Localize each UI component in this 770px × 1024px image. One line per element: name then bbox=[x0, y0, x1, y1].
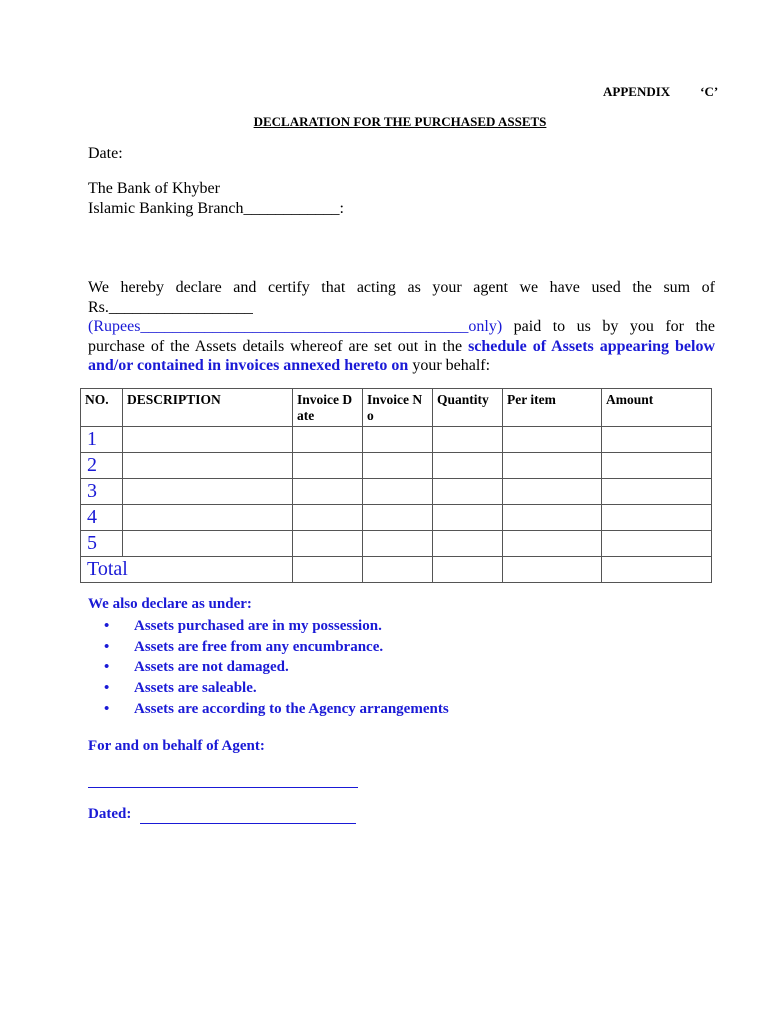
invoice-date-cell[interactable] bbox=[293, 479, 363, 505]
total-label: Total bbox=[81, 557, 293, 583]
description-cell[interactable] bbox=[123, 505, 293, 531]
list-item bbox=[104, 678, 449, 699]
description-cell[interactable] bbox=[123, 453, 293, 479]
amount-cell[interactable] bbox=[602, 531, 712, 557]
table-row bbox=[81, 453, 712, 479]
header-description: DESCRIPTION bbox=[123, 389, 293, 427]
date-label: Date: bbox=[88, 145, 123, 162]
bullet-icon: • bbox=[104, 700, 110, 717]
document-title: DECLARATION FOR THE PURCHASED ASSETS bbox=[253, 114, 547, 129]
address-line-1: The Bank of Khyber bbox=[88, 180, 220, 197]
per-item-cell[interactable] bbox=[503, 479, 602, 505]
invoice-no-cell[interactable] bbox=[363, 479, 433, 505]
per-item-cell[interactable] bbox=[503, 453, 602, 479]
declaration-item-text: Assets are saleable. bbox=[134, 680, 257, 697]
declarations-list bbox=[104, 616, 449, 719]
table-header-row bbox=[81, 389, 712, 427]
amount-cell[interactable] bbox=[602, 427, 712, 453]
declarations-heading: We also declare as under: bbox=[88, 596, 252, 612]
invoice-date-cell[interactable] bbox=[293, 427, 363, 453]
agent-signature-line[interactable] bbox=[88, 787, 358, 788]
invoice-date-cell[interactable] bbox=[293, 531, 363, 557]
agent-label: For and on behalf of Agent: bbox=[88, 738, 265, 754]
row-number: 2 bbox=[81, 453, 123, 479]
list-item bbox=[104, 699, 449, 720]
table-row bbox=[81, 427, 712, 453]
table-row bbox=[81, 531, 712, 557]
dated-signature-line[interactable] bbox=[140, 823, 356, 824]
declaration-item-text: Assets are free from any encumbrance. bbox=[134, 638, 384, 655]
appendix-code: ‘C’ bbox=[700, 84, 719, 99]
declaration-body bbox=[88, 278, 715, 376]
header-invoice-date: Invoice Date bbox=[293, 389, 363, 427]
dated-label: Dated: bbox=[88, 806, 132, 822]
total-invoice-no-cell[interactable] bbox=[363, 557, 433, 583]
quantity-cell[interactable] bbox=[433, 531, 503, 557]
list-item bbox=[104, 657, 449, 678]
header-per-item: Per item bbox=[503, 389, 602, 427]
declaration-item-text: Assets purchased are in my possession. bbox=[134, 618, 382, 634]
description-cell[interactable] bbox=[123, 531, 293, 557]
amount-cell[interactable] bbox=[602, 453, 712, 479]
total-per-item-cell[interactable] bbox=[503, 557, 602, 583]
asset-schedule-table bbox=[80, 388, 712, 583]
table-row bbox=[81, 505, 712, 531]
row-number: 3 bbox=[81, 479, 123, 505]
list-item bbox=[104, 637, 449, 658]
invoice-date-cell[interactable] bbox=[293, 505, 363, 531]
list-item bbox=[104, 616, 449, 637]
amount-cell[interactable] bbox=[602, 505, 712, 531]
paragraph-end: your behalf: bbox=[408, 357, 491, 374]
declaration-paragraph-1: We hereby declare and certify that acting as your agent we have used the sum of Rs.__________________ bbox=[88, 279, 715, 316]
amount-cell[interactable] bbox=[602, 479, 712, 505]
quantity-cell[interactable] bbox=[433, 479, 503, 505]
table-total-row bbox=[81, 557, 712, 583]
bullet-icon: • bbox=[104, 638, 110, 655]
paragraph-text: paid to us by you for the purchase of the Assets details whereof are set out in the bbox=[88, 318, 715, 355]
per-item-cell[interactable] bbox=[503, 505, 602, 531]
address-line-2: Islamic Banking Branch____________: bbox=[88, 200, 344, 217]
bullet-icon: • bbox=[104, 659, 110, 676]
bullet-icon: • bbox=[104, 680, 110, 697]
total-quantity-cell[interactable] bbox=[433, 557, 503, 583]
rupees-amount-in-words: (Rupees_________________________________________only) bbox=[88, 318, 503, 335]
appendix-text: APPENDIX bbox=[603, 84, 671, 99]
row-number: 5 bbox=[81, 531, 123, 557]
quantity-cell[interactable] bbox=[433, 505, 503, 531]
invoice-no-cell[interactable] bbox=[363, 531, 433, 557]
schedule-reference: schedule of Assets appearing below and/or contained in invoices annexed hereto on bbox=[88, 337, 716, 374]
invoice-no-cell[interactable] bbox=[363, 505, 433, 531]
quantity-cell[interactable] bbox=[433, 453, 503, 479]
description-cell[interactable] bbox=[123, 479, 293, 505]
declaration-item-text: Assets are according to the Agency arrangements bbox=[134, 700, 449, 717]
header-no: NO. bbox=[81, 389, 123, 427]
header-invoice-no: Invoice No bbox=[363, 389, 433, 427]
total-amount-cell[interactable] bbox=[602, 557, 712, 583]
invoice-no-cell[interactable] bbox=[363, 453, 433, 479]
per-item-cell[interactable] bbox=[503, 531, 602, 557]
declaration-paragraph-2 bbox=[88, 317, 715, 376]
table-row bbox=[81, 479, 712, 505]
invoice-date-cell[interactable] bbox=[293, 453, 363, 479]
invoice-no-cell[interactable] bbox=[363, 427, 433, 453]
declaration-item-text: Assets are not damaged. bbox=[134, 659, 289, 676]
per-item-cell[interactable] bbox=[503, 427, 602, 453]
header-amount: Amount bbox=[602, 389, 712, 427]
header-quantity: Quantity bbox=[433, 389, 503, 427]
bullet-icon: • bbox=[104, 618, 110, 634]
quantity-cell[interactable] bbox=[433, 427, 503, 453]
description-cell[interactable] bbox=[123, 427, 293, 453]
row-number: 4 bbox=[81, 505, 123, 531]
appendix-label bbox=[603, 84, 718, 100]
row-number: 1 bbox=[81, 427, 123, 453]
total-invoice-date-cell[interactable] bbox=[293, 557, 363, 583]
